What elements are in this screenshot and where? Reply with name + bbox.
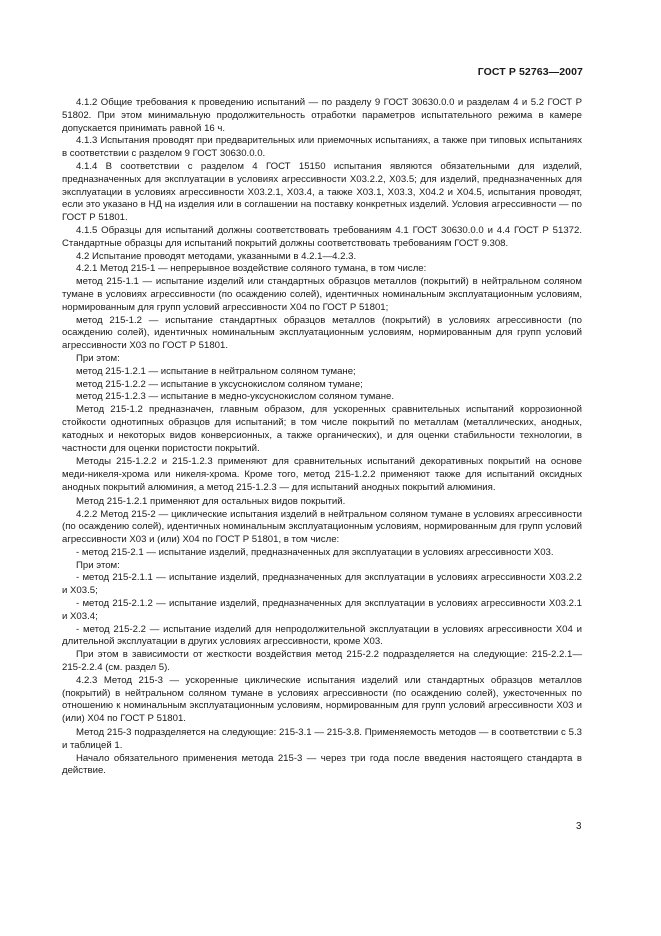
paragraph-method-215-2-1: - метод 215-2.1 — испытание изделий, предназначенных для эксплуатации в условиях агрессивности Х03.: [76, 546, 554, 558]
paragraph-4-1-3: 4.1.3 Испытания проводят при предварительных или приемочных испытаниях, а также при типовых испытаниях в соответствии с разделом 9 ГОСТ 30630.0.0.: [62, 135, 582, 160]
page-number: 3: [576, 821, 582, 832]
paragraph-method-215-1-2-3: метод 215-1.2.3 — испытание в медно-уксуснокислом соляном тумане.: [76, 391, 394, 403]
paragraph-4-1-5: 4.1.5 Образцы для испытаний должны соответствовать требованиям 4.1 ГОСТ 30630.0.0 и 4.4 ГОСТ Р 51372. Стандартные образцы для испытаний покрытий должны соответствовать требованиям ГОСТ 9.308.: [62, 224, 582, 249]
paragraph-4-2: 4.2 Испытание проводят методами, указанными в 4.2.1—4.2.3.: [76, 250, 357, 262]
paragraph-method-215-2-1-1: - метод 215-2.1.1 — испытание изделий, предназначенных для эксплуатации в условиях агрессивности Х03.2.2 и Х03.5;: [62, 572, 582, 597]
paragraph-methods-application: Методы 215-1.2.2 и 215-1.2.3 применяют для сравнительных испытаний декоративных покрытий на основе меди-никеля-хрома или никеля-хрома. Кроме того, метод 215-1.2.2 применяют также для испытаний оксидных анодных покрытий алюминия, а метод 215-1.2.3 — для испытаний анодных покрытий алюминия.: [62, 456, 582, 493]
paragraph-4-1-2: 4.1.2 Общие требования к проведению испытаний — по разделу 9 ГОСТ 30630.0.0 и разделам 4 и 5.2 ГОСТ Р 51802. При этом минимальную продолжительность отработки параметров испытательного режима в камере допускается принимать равной 16 ч.: [62, 97, 582, 134]
paragraph-method-215-2-1-2: - метод 215-2.1.2 — испытание изделий, предназначенных для эксплуатации в условиях агрессивности Х03.2.1 и Х03.4;: [62, 598, 582, 622]
paragraph-method-215-1-2-1: метод 215-1.2.1 — испытание в нейтральном соляном тумане;: [76, 365, 356, 377]
paragraph-pri-etom: При этом:: [76, 352, 120, 364]
paragraph-method-215-3-subdivision: Метод 215-3 подразделяется на следующие: 215-3.1 — 215-3.8. Применяемость методов — в соответствии с 5.3 и таблицей 1.: [62, 727, 582, 751]
paragraph-method-215-3-start: Начало обязательного применения метода 215-3 — через три года после введения настоящего стандарта в действие.: [62, 752, 582, 777]
paragraph-method-215-2-2: - метод 215-2.2 — испытание изделий для непродолжительной эксплуатации в условиях агрессивности Х04 и длительной эксплуатации в других условиях агрессивности, кроме Х03.: [62, 623, 582, 648]
paragraph-4-2-2: 4.2.2 Метод 215-2 — циклические испытания изделий в нейтральном соляном тумане в условиях агрессивности (по осаждению солей), идентичных номинальным эксплуатационным условиям, нормированным для групп условий агрессивности Х03 и (или) Х04 по ГОСТ Р 51801, в том числе:: [62, 508, 582, 546]
paragraph-method-215-1-2-1-usage: Метод 215-1.2.1 применяют для остальных видов покрытий.: [76, 495, 346, 507]
document-body: [62, 97, 582, 778]
paragraph-method-215-1-2-purpose: Метод 215-1.2 предназначен, главным образом, для ускоренных сравнительных испытаний коррозионной стойкости однотипных образцов для испытаний; в том числе покрытий по металлам (металлических, анодных, катодных и некоторых видов конверсионных, а также органических), и для оценки стабильности технологии, в частности для оценки пористости покрытий.: [62, 404, 582, 454]
paragraph-method-215-1-2: метод 215-1.2 — испытание стандартных образцов металлов (покрытий) в условиях агрессивности (по осаждению солей), идентичных номинальным эксплуатационным условиям, нормированным для групп условий агрессивности Х03 по ГОСТ Р 51801.: [62, 314, 582, 352]
paragraph-method-215-1-2-2: метод 215-1.2.2 — испытание в уксуснокислом соляном тумане;: [76, 378, 363, 390]
paragraph-4-2-3: 4.2.3 Метод 215-3 — ускоренные циклические испытания изделий или стандартных образцов металлов (покрытий) в нейтральном соляном тумане в условиях агрессивности (по осаждению солей), ужесточенных по отношению к номинальным эксплуатационным условиям, нормированным для групп условий агрессивности Х03 и (или) Х04 по ГОСТ Р 51801.: [62, 674, 582, 725]
paragraph-method-215-1-1: метод 215-1.1 — испытание изделий или стандартных образцов металлов (покрытий) в нейтральном соляном тумане в условиях агрессивности (по осаждению солей), идентичных номинальным эксплуатационным условиям, нормированным для групп условий агрессивности Х04 по ГОСТ Р 51801;: [62, 276, 582, 313]
paragraph-4-2-1: 4.2.1 Метод 215-1 — непрерывное воздействие соляного тумана, в том числе:: [76, 263, 427, 275]
paragraph-method-215-2-2-subdivision: При этом в зависимости от жесткости воздействия метод 215-2.2 подразделяется на следующие: 215-2.2.1—215-2.2.4 (см. раздел 5).: [62, 649, 582, 674]
paragraph-pri-etom-2: При этом:: [76, 559, 120, 571]
document-code-header: ГОСТ Р 52763—2007: [477, 66, 583, 78]
paragraph-4-1-4: 4.1.4 В соответствии с разделом 4 ГОСТ 15150 испытания являются обязательными для изделий, предназначенных для эксплуатации в условиях агрессивности Х03.2.2, Х03.5; для изделий, предназначенных для эксплуатации в условиях агрессивности Х03.2.1, Х03.4, а также Х03.1, Х03.3, Х04.2 и Х04.5, испытания проводят, если это указано в НД на изделия или в соглашении на поставку конкретных изделий. Условия агрессивности — по ГОСТ Р 51801.: [62, 160, 582, 224]
